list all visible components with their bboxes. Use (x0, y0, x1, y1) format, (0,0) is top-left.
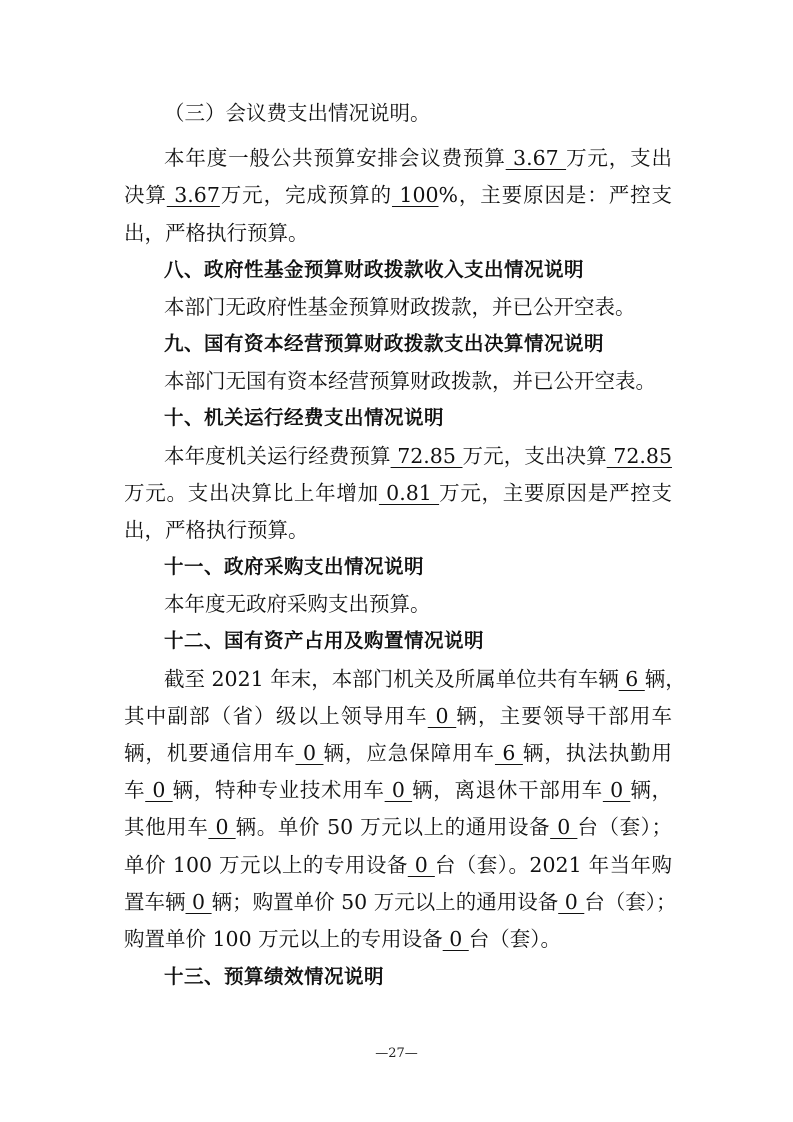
text-span: 万元，支出 (566, 146, 672, 170)
meeting-final-value: 3.67 (166, 183, 220, 207)
section-9-body: 本部门无国有资本经营预算财政拨款，并已公开空表。 (164, 369, 656, 393)
text-span: 辆， (644, 667, 686, 691)
text-span: 单价 100 万元以上的专用设备 (124, 853, 408, 877)
text-span: 台（套）。2021 年当年购 (434, 853, 673, 877)
text-span: 万元，完成预算的 (219, 183, 392, 207)
text-span: 万元。支出决算比上年增加 (124, 481, 379, 505)
section-3-line-3: 出，严格执行预算。 (124, 221, 309, 245)
text-span: 万元，主要原因是严控支 (439, 481, 672, 505)
text-span: 台（套）； (577, 815, 673, 839)
text-span: 辆，执法执勤用 (522, 741, 673, 765)
purchased-vehicle-value: 0 (185, 890, 212, 914)
text-span: 本年度一般公共预算安排会议费预算 (164, 146, 506, 170)
meeting-budget-value: 3.67 (505, 146, 567, 170)
section-12-line-3 (124, 738, 672, 768)
emergency-vehicle-value: 6 (494, 741, 523, 765)
text-span: 决算 (124, 183, 167, 207)
general-equipment-value: 0 (550, 815, 578, 839)
operating-final-value: 72.85 (606, 444, 672, 468)
text-span: 万元，支出决算 (462, 444, 607, 468)
section-12-line-4 (124, 775, 672, 805)
text-span: 置车辆 (124, 890, 186, 914)
comm-vehicle-value: 0 (295, 741, 324, 765)
section-3-heading: （三）会议费支出情况说明。 (164, 101, 431, 125)
retired-vehicle-value: 0 (602, 778, 631, 802)
section-12-line-8 (124, 924, 672, 954)
section-12-line-1 (164, 664, 686, 694)
text-span: 购置单价 100 万元以上的专用设备 (124, 927, 443, 951)
section-12-line-2 (124, 701, 672, 731)
other-vehicle-value: 0 (208, 815, 236, 839)
meeting-completion-pct: 100 (391, 183, 439, 207)
text-span: 辆， (630, 778, 673, 802)
special-vehicle-value: 0 (384, 778, 413, 802)
section-10-line-1 (164, 441, 672, 471)
operating-increase-value: 0.81 (378, 481, 440, 505)
text-span: 辆，机要通信用车 (124, 741, 296, 765)
section-10-heading: 十、机关运行经费支出情况说明 (164, 406, 445, 429)
text-span: 辆，应急保障用车 (323, 741, 495, 765)
purchased-special-equipment-value: 0 (442, 927, 469, 951)
operating-budget-value: 72.85 (390, 444, 463, 468)
text-span: %，主要原因是：严控支 (438, 183, 673, 207)
section-11-heading: 十一、政府采购支出情况说明 (164, 555, 425, 578)
leader-vehicle-value: 0 (427, 704, 457, 728)
section-8-heading: 八、政府性基金预算财政拨款收入支出情况说明 (164, 258, 585, 281)
section-9-heading: 九、国有资本经营预算财政拨款支出决算情况说明 (164, 332, 605, 355)
section-11-body: 本年度无政府采购支出预算。 (164, 592, 431, 616)
text-span: 截至 2021 年末，本部门机关及所属单位共有车辆 (164, 667, 619, 691)
section-12-heading: 十二、国有资产占用及购置情况说明 (164, 629, 485, 652)
section-3-line-2 (124, 180, 672, 210)
text-span: 台（套）。 (468, 927, 561, 951)
section-8-body: 本部门无政府性基金预算财政拨款，并已公开空表。 (164, 295, 636, 319)
special-equipment-value: 0 (407, 853, 435, 877)
section-3-line-1 (164, 143, 672, 173)
text-span: 辆，特种专业技术用车 (172, 778, 385, 802)
text-span: 其他用车 (124, 815, 209, 839)
section-10-line-3: 出，严格执行预算。 (124, 518, 309, 542)
text-span: 辆；购置单价 50 万元以上的通用设备 (211, 890, 559, 914)
purchased-general-equipment-value: 0 (558, 890, 585, 914)
vehicle-total-value: 6 (618, 667, 645, 691)
text-span: 辆，主要领导干部用车 (456, 704, 673, 728)
page-number: —27— (375, 1046, 418, 1061)
text-span: 车 (124, 778, 146, 802)
text-span: 台（套）； (584, 890, 677, 914)
text-span: 辆，离退休干部用车 (412, 778, 603, 802)
text-span: 辆。单价 50 万元以上的通用设备 (235, 815, 551, 839)
text-span: 其中副部（省）级以上领导用车 (124, 704, 428, 728)
section-12-line-6 (124, 850, 672, 880)
section-10-line-2 (124, 478, 672, 508)
text-span: 本年度机关运行经费预算 (164, 444, 391, 468)
section-13-heading: 十三、预算绩效情况说明 (164, 965, 385, 988)
section-12-line-7 (124, 887, 677, 917)
section-12-line-5 (124, 812, 672, 842)
law-vehicle-value: 0 (145, 778, 173, 802)
